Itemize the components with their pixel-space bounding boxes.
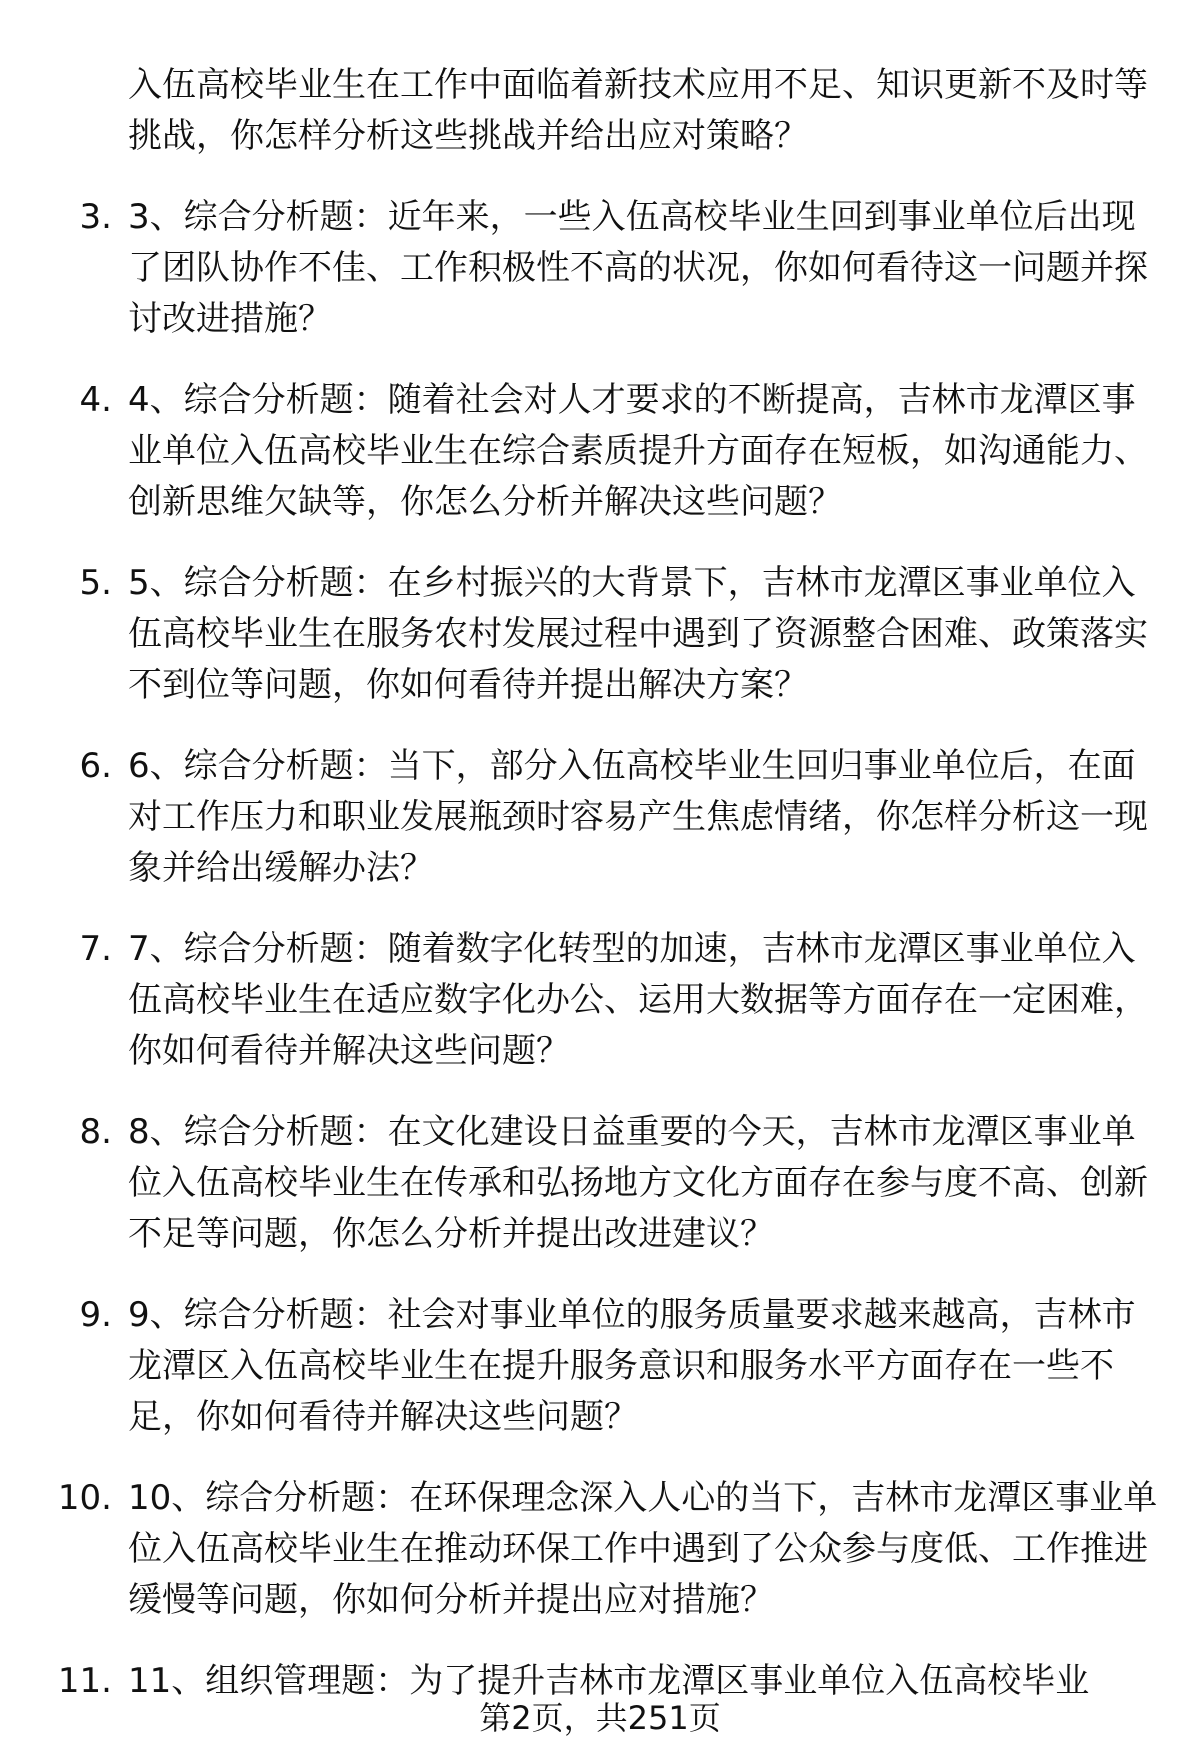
question-number: 7. — [79, 929, 112, 969]
question-text: 8、综合分析题：在文化建设日益重要的今天，吉林市龙潭区事业单位入伍高校毕业生在传承和弘扬地方文化方面存在参与度不高、创新不足等问题，你怎么分析并提出改进建议？ — [128, 1112, 1148, 1254]
question-number: 8. — [79, 1112, 112, 1152]
question-number: 11. — [57, 1661, 112, 1701]
question-number: 10. — [57, 1478, 112, 1518]
question-number: 6. — [79, 746, 112, 786]
question-item-3 — [0, 192, 1200, 345]
question-number: 9. — [79, 1295, 112, 1335]
question-text: 4、综合分析题：随着社会对人才要求的不断提高，吉林市龙潭区事业单位入伍高校毕业生在综合素质提升方面存在短板，如沟通能力、创新思维欠缺等，你怎么分析并解决这些问题？ — [128, 380, 1148, 522]
question-item-10 — [0, 1473, 1200, 1626]
question-number: 5. — [79, 563, 112, 603]
question-text: 5、综合分析题：在乡村振兴的大背景下，吉林市龙潭区事业单位入伍高校毕业生在服务农村发展过程中遇到了资源整合困难、政策落实不到位等问题，你如何看待并提出解决方案？ — [128, 563, 1148, 705]
question-item-8 — [0, 1107, 1200, 1260]
continued-question-text: 入伍高校毕业生在工作中面临着新技术应用不足、知识更新不及时等挑战，你怎样分析这些挑战并给出应对策略？ — [128, 65, 1148, 156]
question-list — [0, 192, 1200, 1737]
question-item-4 — [0, 375, 1200, 528]
question-text: 3、综合分析题：近年来，一些入伍高校毕业生回到事业单位后出现了团队协作不佳、工作积极性不高的状况，你如何看待这一问题并探讨改进措施？ — [128, 197, 1148, 339]
question-text: 11、组织管理题：为了提升吉林市龙潭区事业单位入伍高校毕业 — [128, 1661, 1090, 1701]
question-item-7 — [0, 924, 1200, 1077]
page-number-footer: 第2页，共251页 — [479, 1699, 721, 1737]
question-text: 9、综合分析题：社会对事业单位的服务质量要求越来越高，吉林市龙潭区入伍高校毕业生在提升服务意识和服务水平方面存在一些不足，你如何看待并解决这些问题？ — [128, 1295, 1136, 1437]
question-text: 7、综合分析题：随着数字化转型的加速，吉林市龙潭区事业单位入伍高校毕业生在适应数字化办公、运用大数据等方面存在一定困难，你如何看待并解决这些问题？ — [128, 929, 1148, 1071]
question-item-5 — [0, 558, 1200, 711]
question-number: 3. — [79, 197, 112, 237]
question-number: 4. — [79, 380, 112, 420]
question-text: 10、综合分析题：在环保理念深入人心的当下，吉林市龙潭区事业单位入伍高校毕业生在推动环保工作中遇到了公众参与度低、工作推进缓慢等问题，你如何分析并提出应对措施？ — [128, 1478, 1158, 1620]
question-text: 6、综合分析题：当下，部分入伍高校毕业生回归事业单位后，在面对工作压力和职业发展瓶颈时容易产生焦虑情绪，你怎样分析这一现象并给出缓解办法？ — [128, 746, 1148, 888]
question-item-9 — [0, 1290, 1200, 1443]
question-item-6 — [0, 741, 1200, 894]
